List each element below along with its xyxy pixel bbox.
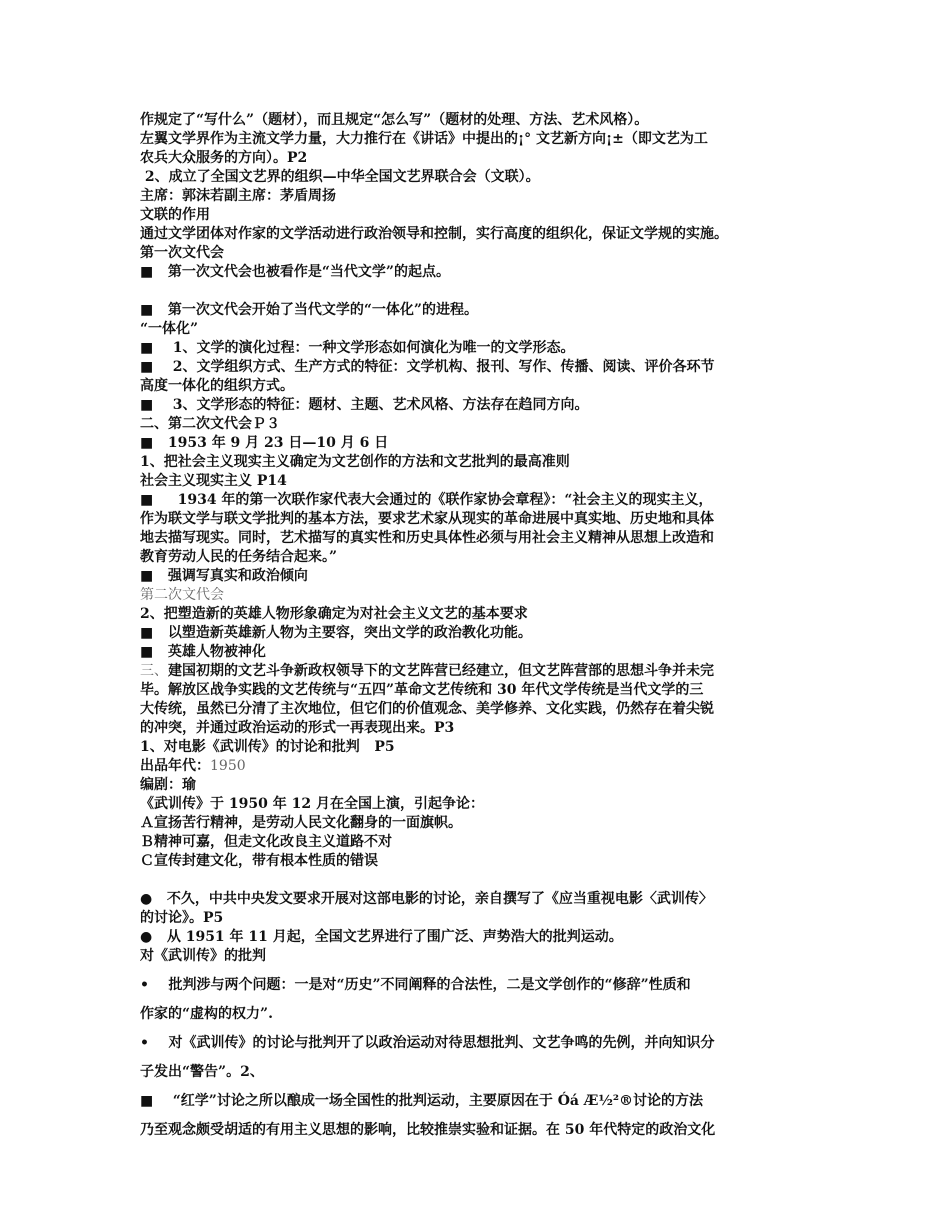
- text-line: 编剧：瑜: [140, 777, 196, 793]
- text-line: 二、第二次文代会Ｐ３: [140, 416, 280, 432]
- text-line: ■ 第一次文代会也被看作是“当代文学”的起点。: [140, 264, 450, 280]
- text-line: 第二次文代会: [140, 587, 224, 603]
- text-line: 毕。解放区战争实践的文艺传统与“五四”革命文艺传统和 30 年代文学传统是当代文学的三: [140, 682, 704, 698]
- text-line: 高度一体化的组织方式。: [140, 378, 294, 394]
- text-line: 地去描写现实。同时，艺术描写的真实性和历史具体性必须与用社会主义精神从思想上改造和: [140, 530, 714, 546]
- field-value: 1950: [210, 758, 246, 774]
- text-line: ● 不久，中共中央发文要求开展对这部电影的讨论，亲自撰写了《应当重视电影〈武训传〉: [140, 891, 713, 907]
- text-line: 1、把社会主义现实主义确定为文艺创作的方法和文艺批判的最高准则: [140, 454, 570, 470]
- field-label: 出品年代：: [140, 758, 210, 774]
- text-line: 子发出“警告”。2、: [140, 1064, 264, 1080]
- text-line: 1、对电影《武训传》的讨论和批判 P5: [140, 739, 395, 755]
- line-spacer: [140, 1053, 830, 1063]
- text-line: 大传统，虽然已分清了主次地位，但它们的价值观念、美学修养、文化实践，仍然存在着尖锐: [140, 701, 714, 717]
- text-line: • 批判涉与两个问题：一是对“历史”不同阐释的合法性，二是文学创作的“修辞”性质和: [140, 977, 691, 993]
- document-body: [140, 111, 830, 1140]
- text-line: ■ 1953 年 9 月 23 日—10 月 6 日: [140, 435, 389, 451]
- text-line: [140, 662, 830, 681]
- text-line: ■ “红学”讨论之所以酿成一场全国性的批判运动，主要原因在于 Óá Æ½²®讨论的方法: [140, 1093, 704, 1109]
- text-line: 文联的作用: [140, 207, 210, 223]
- line-spacer: [140, 1024, 830, 1034]
- line-spacer: [140, 1082, 830, 1092]
- section-number: 三、: [140, 663, 168, 679]
- text-line: 作为联文学与联文学批判的基本方法，要求艺术家从现实的革命进展中真实地、历史地和具体: [140, 511, 714, 527]
- text-line: “一体化”: [140, 321, 199, 337]
- section-text: 建国初期的文艺斗争新政权领导下的文艺阵营已经建立，但文艺阵营部的思想斗争并未完: [168, 663, 714, 679]
- text-line: ■ 英雄人物被神化: [140, 644, 266, 660]
- line-spacer: [140, 966, 830, 976]
- text-line: 的冲突，并通过政治运动的形式一再表现出来。P3: [140, 720, 455, 736]
- text-line: ● 从 1951 年 11 月起，全国文艺界进行了围广泛、声势浩大的批判运动。: [140, 929, 623, 945]
- text-line: ■ 2、文学组织方式、生产方式的特征：文学机构、报刊、写作、传播、阅读、评价各环节: [140, 359, 715, 375]
- text-line: 《武训传》于 1950 年 12 月在全国上演，引起争论：: [140, 796, 484, 812]
- text-line: ■ 第一次文代会开始了当代文学的“一体化”的进程。: [140, 302, 478, 318]
- text-line: ■ 1、文学的演化过程：一种文学形态如何演化为唯一的文学形态。: [140, 340, 575, 356]
- text-line: ■ 3、文学形态的特征：题材、主题、艺术风格、方法存在趋同方向。: [140, 397, 589, 413]
- text-line: 左翼文学界作为主流文学力量，大力推行在《讲话》中提出的¡° 文艺新方向¡±（即文艺为工: [140, 131, 708, 147]
- text-line: 乃至观念颇受胡适的有用主义思想的影响，比较推崇实验和证据。在 50 年代特定的政治文化: [140, 1122, 716, 1138]
- line-spacer: [140, 995, 830, 1005]
- text-line: 教育劳动人民的任务结合起来。”: [140, 549, 338, 565]
- text-line: Ｂ精神可嘉，但走文化改良主义道路不对: [140, 834, 392, 850]
- text-line: 作家的“虚构的权力”.: [140, 1006, 273, 1022]
- text-line: 社会主义现实主义 P14: [140, 473, 287, 489]
- text-line: ■ 强调写真实和政治倾向: [140, 568, 308, 584]
- text-line: Ａ宣扬苦行精神，是劳动人民文化翻身的一面旗帜。: [140, 815, 462, 831]
- text-line: 通过文学团体对作家的文学活动进行政治领导和控制，实行高度的组织化，保证文学规的实施。: [140, 226, 728, 242]
- blank-line: [140, 871, 830, 890]
- text-line: 的讨论》。P5: [140, 910, 224, 926]
- text-line: 2、把塑造新的英雄人物形象确定为对社会主义文艺的基本要求: [140, 606, 528, 622]
- text-line: 作规定了“写什么”（题材），而且规定“怎么写”（题材的处理、方法、艺术风格）。: [140, 112, 649, 128]
- text-line: ■ 1934 年的第一次联作家代表大会通过的《联作家协会章程》：“社会主义的现实主义，: [140, 492, 713, 508]
- text-line: 2、成立了全国文艺界的组织—中华全国文艺界联合会（文联）。: [140, 169, 540, 185]
- blank-line: [140, 282, 830, 301]
- text-line: ■ 以塑造新英雄新人物为主要容，突出文学的政治教化功能。: [140, 625, 532, 641]
- text-line: [140, 757, 830, 776]
- text-line: • 对《武训传》的讨论与批判开了以政治运动对待思想批判、文艺争鸣的先例，并向知识分: [140, 1035, 715, 1051]
- line-spacer: [140, 1111, 830, 1121]
- text-line: 农兵大众服务的方向）。P2: [140, 150, 308, 166]
- text-line: 对《武训传》的批判: [140, 948, 266, 964]
- text-line: Ｃ宣传封建文化，带有根本性质的错误: [140, 853, 378, 869]
- text-line: 主席：郭沫若副主席：茅盾周扬: [140, 188, 336, 204]
- text-line: 第一次文代会: [140, 245, 224, 261]
